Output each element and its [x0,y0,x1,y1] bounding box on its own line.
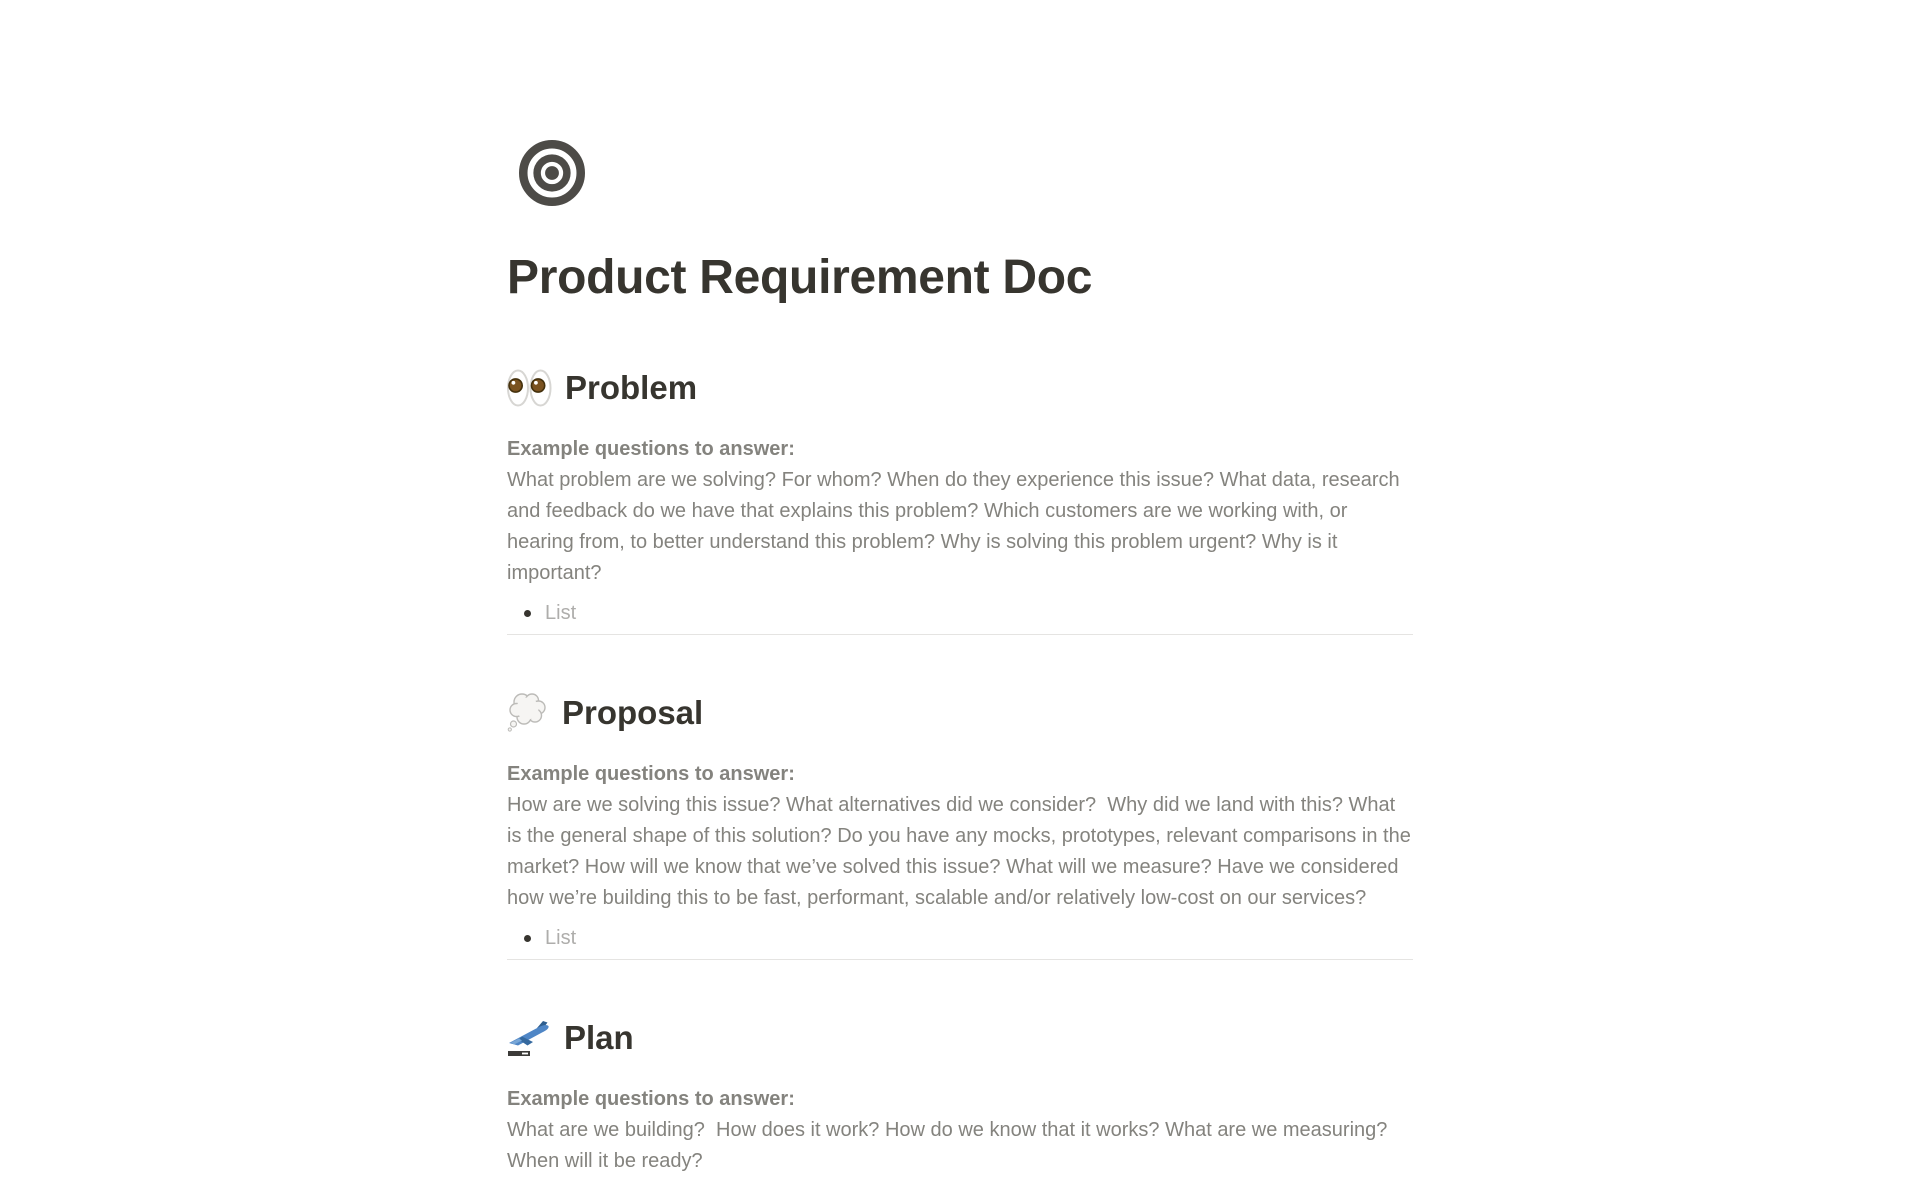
section-proposal-heading[interactable] [507,693,1413,733]
section-problem-text[interactable] [507,434,1413,589]
list-placeholder: List [545,602,577,624]
thought-balloon-emoji-icon [507,692,549,734]
section-label: Example questions to answer: [507,1088,795,1110]
target-icon[interactable] [519,140,585,206]
section-problem [507,368,1413,635]
section-title: Problem [565,369,698,406]
divider [507,959,1413,960]
bullet-icon [524,935,531,942]
divider [507,634,1413,635]
section-plan-text[interactable] [507,1084,1413,1177]
section-title: Proposal [562,694,704,731]
section-plan [507,1018,1413,1177]
eyes-emoji-icon [507,369,552,407]
section-body: What problem are we solving? For whom? When do they experience this issue? What data, research and feedback do we have that explains this problem? Which customers are we working with, or hearing from, to better understand this problem? Why is solving this problem urgent? Why is it important? [507,469,1406,584]
section-label: Example questions to answer: [507,763,795,785]
section-label: Example questions to answer: [507,438,795,460]
list-item[interactable] [507,923,1413,954]
airplane-departure-emoji-icon [507,1018,551,1058]
section-body: What are we building? How does it work? How do we know that it works? What are we measuring? When will it be ready? [507,1119,1393,1172]
section-problem-heading[interactable] [507,368,1413,408]
list-item[interactable] [507,598,1413,629]
page-title[interactable]: Product Requirement Doc [507,251,1093,304]
page-content [507,0,1417,1177]
bullet-icon [524,610,531,617]
section-plan-heading[interactable] [507,1018,1413,1058]
section-body: How are we solving this issue? What alternatives did we consider? Why did we land with this? What is the general shape of this solution? Do you have any mocks, prototypes, relevant comparisons in the market? How will we know that we’ve solved this issue? What will we measure? Have we considered how we’re building this to be fast, performant, scalable and/or relatively low-cost on our services? [507,794,1417,909]
section-proposal-text[interactable] [507,759,1417,914]
section-title: Plan [564,1019,634,1056]
list-placeholder: List [545,927,577,949]
section-proposal [507,693,1417,960]
